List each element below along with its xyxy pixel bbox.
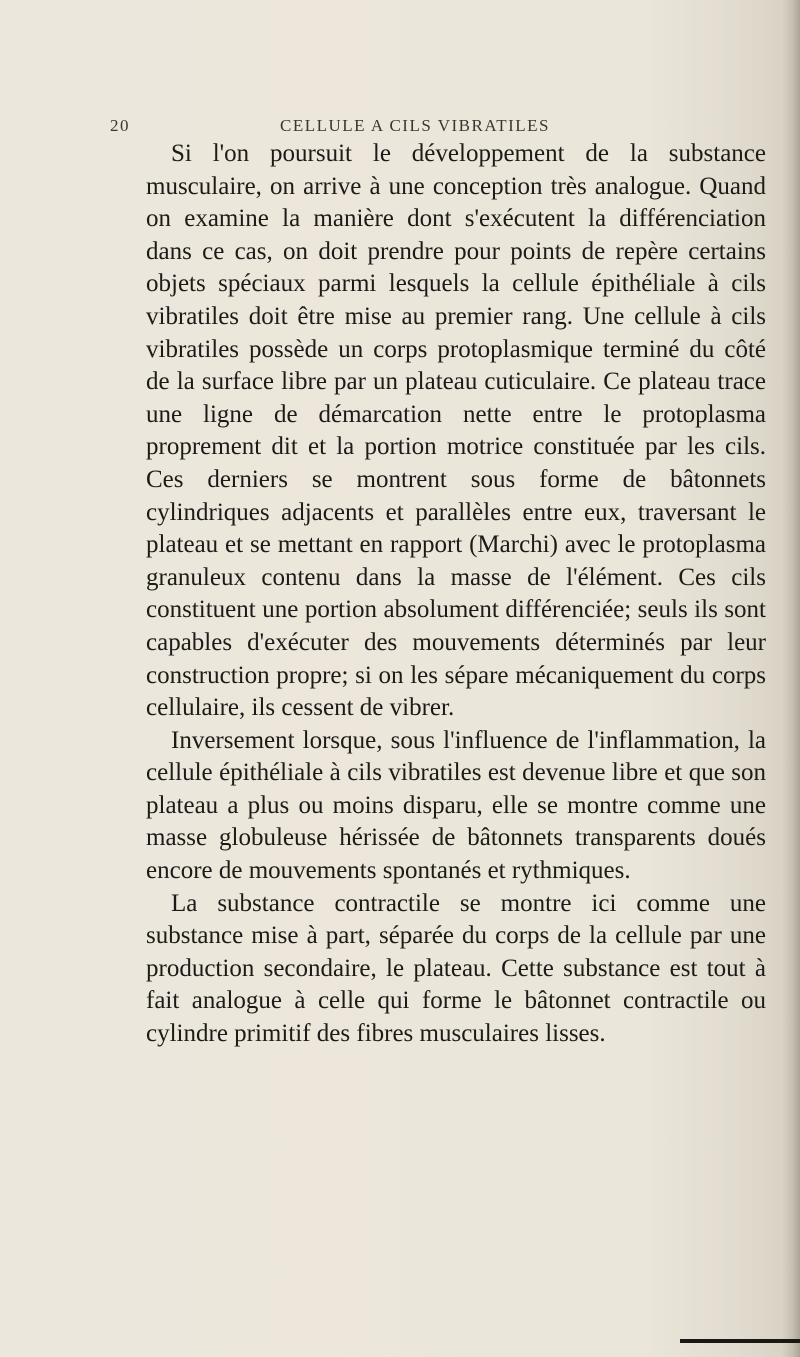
running-title: CELLULE A CILS VIBRATILES bbox=[280, 116, 550, 135]
page-number: 20 bbox=[110, 116, 130, 135]
page-gutter-shadow bbox=[782, 0, 800, 1357]
paragraph: Inversement lorsque, sous l'influence de l'inflammation, la cellule épithéliale à cils vibratiles est devenue libre et que son plateau a plus ou moins disparu, elle se montre comme une masse globuleuse hérissée de bâtonnets transparents doués encore de mouvements spontanés et rythmiques. bbox=[146, 726, 766, 885]
paragraph: La substance contractile se montre ici comme une substance mise à part, séparée du corps de la cellule par une production secondaire, le plateau. Cette substance est tout à fait analogue à celle qui forme le bâtonnet contractile ou cylindre primitif des fibres musculaires lisses. bbox=[146, 889, 766, 1048]
page-edge-mark bbox=[680, 1339, 800, 1343]
body-text bbox=[146, 138, 766, 1051]
paragraph: Si l'on poursuit le développement de la substance musculaire, on arrive à une conception très analogue. Quand on examine la manière dont s'exécutent la différenciation dans ce cas, on doit prendre pour points de repère certains objets spéciaux parmi lesquels la cellule épithéliale à cils vibratiles doit être mise au premier rang. Une cellule à cils vibratiles possède un corps protoplasmique terminé du côté de la surface libre par un plateau cuticulaire. Ce plateau trace une ligne de démarcation nette entre le protoplasma proprement dit et la portion motrice constituée par les cils. Ces derniers se montrent sous forme de bâtonnets cylindriques adjacents et parallèles entre eux, traversant le plateau et se mettant en rapport (Marchi) avec le protoplasma granuleux contenu dans la masse de l'élément. Ces cils constituent une portion absolument différenciée; seuls ils sont capables d'exécuter des mouvements déterminés par leur construction propre; si on les sépare mécaniquement du corps cellulaire, ils cessent de vibrer. bbox=[146, 140, 766, 722]
running-head bbox=[110, 116, 770, 140]
